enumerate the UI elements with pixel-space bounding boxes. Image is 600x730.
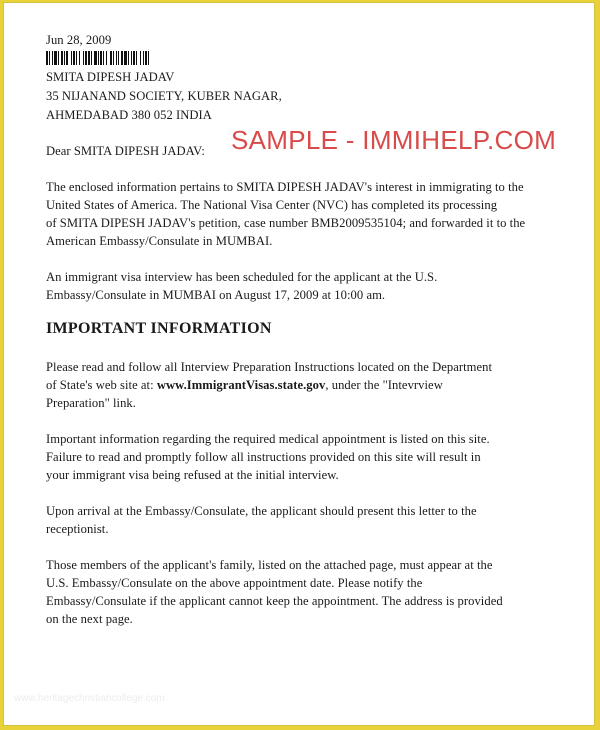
state-gov-link[interactable]: www.ImmigrantVisas.state.gov xyxy=(156,378,326,392)
paragraph4-line: Failure to read and promptly follow all instructions provided on this site will result in xyxy=(46,450,481,464)
barcode-bar xyxy=(94,51,97,65)
recipient-street: 35 NIJANAND SOCIETY, KUBER NAGAR, xyxy=(46,89,282,103)
barcode-bar xyxy=(136,51,137,65)
paragraph4-line: Important information regarding the required medical appointment is listed on this site. xyxy=(46,432,490,446)
barcode-bar xyxy=(143,51,144,65)
barcode-bar xyxy=(71,51,72,65)
barcode-bar xyxy=(121,51,123,65)
barcode-bar xyxy=(148,51,149,65)
barcode-bar xyxy=(64,51,65,65)
letter-page xyxy=(3,2,595,726)
paragraph3-line xyxy=(46,377,443,394)
paragraph4-line: your immigrant visa being refused at the initial interview. xyxy=(46,468,339,482)
barcode-bar xyxy=(79,51,80,65)
barcode-bar xyxy=(58,51,59,65)
paragraph3-line: Please read and follow all Interview Preparation Instructions located on the Department xyxy=(46,360,493,374)
paragraph3-line: Preparation" link. xyxy=(46,396,136,410)
barcode-bar xyxy=(118,51,119,65)
paragraph2-line: An immigrant visa interview has been scheduled for the applicant at the U.S. xyxy=(46,270,438,284)
paragraph6-line: Those members of the applicant's family, listed on the attached page, must appear at the xyxy=(46,558,493,572)
paragraph6-line: U.S. Embassy/Consulate on the above appointment date. Please notify the xyxy=(46,576,423,590)
important-information-heading: IMPORTANT INFORMATION xyxy=(46,320,272,337)
barcode-bar xyxy=(66,51,68,65)
barcode-image xyxy=(46,51,214,65)
barcode-bar xyxy=(124,51,127,65)
paragraph3-text: of State's web site at: xyxy=(46,378,157,392)
barcode-bar xyxy=(106,51,107,65)
barcode-bar xyxy=(91,51,92,65)
barcode-bar xyxy=(46,51,48,65)
paragraph3-text: , under the "Intevrview xyxy=(325,378,443,392)
barcode-bar xyxy=(83,51,84,65)
paragraph1-line: American Embassy/Consulate in MUMBAI. xyxy=(46,234,273,248)
barcode-bar xyxy=(133,51,135,65)
barcode-bar xyxy=(88,51,90,65)
barcode-bar xyxy=(54,51,57,65)
barcode-bar xyxy=(85,51,87,65)
footer-watermark: www.heritagechristiancollege.com xyxy=(14,693,165,704)
barcode-bar xyxy=(76,51,77,65)
sample-watermark: SAMPLE - IMMIHELP.COM xyxy=(231,125,557,155)
salutation: Dear SMITA DIPESH JADAV: xyxy=(46,144,205,158)
paragraph1-line: The enclosed information pertains to SMITA DIPESH JADAV's interest in immigrating to the xyxy=(46,180,524,194)
barcode-bar xyxy=(113,51,114,65)
paragraph1-line: of SMITA DIPESH JADAV's petition, case number BMB2009535104; and forwarded it to the xyxy=(46,216,526,230)
barcode-bar xyxy=(140,51,141,65)
barcode-bar xyxy=(49,51,50,65)
recipient-name: SMITA DIPESH JADAV xyxy=(46,70,175,84)
barcode-bar xyxy=(145,51,147,65)
barcode-bar xyxy=(98,51,99,65)
barcode-bar xyxy=(110,51,112,65)
letter-date: Jun 28, 2009 xyxy=(46,33,112,47)
paragraph6-line: on the next page. xyxy=(46,612,133,626)
barcode-bar xyxy=(52,51,53,65)
paragraph1-line: United States of America. The National Visa Center (NVC) has completed its processing xyxy=(46,198,498,212)
paragraph6-line: Embassy/Consulate if the applicant cannot keep the appointment. The address is provided xyxy=(46,594,503,608)
barcode-bar xyxy=(61,51,63,65)
paragraph5-line: Upon arrival at the Embassy/Consulate, the applicant should present this letter to the xyxy=(46,504,477,518)
barcode-bar xyxy=(116,51,117,65)
paragraph2-line: Embassy/Consulate in MUMBAI on August 17, 2009 at 10:00 am. xyxy=(46,288,386,302)
barcode-bar xyxy=(103,51,104,65)
barcode-bar xyxy=(100,51,102,65)
barcode-bar xyxy=(128,51,129,65)
recipient-city: AHMEDABAD 380 052 INDIA xyxy=(46,108,212,122)
barcode-bar xyxy=(73,51,75,65)
paragraph5-line: receptionist. xyxy=(46,522,109,536)
barcode-bar xyxy=(131,51,132,65)
